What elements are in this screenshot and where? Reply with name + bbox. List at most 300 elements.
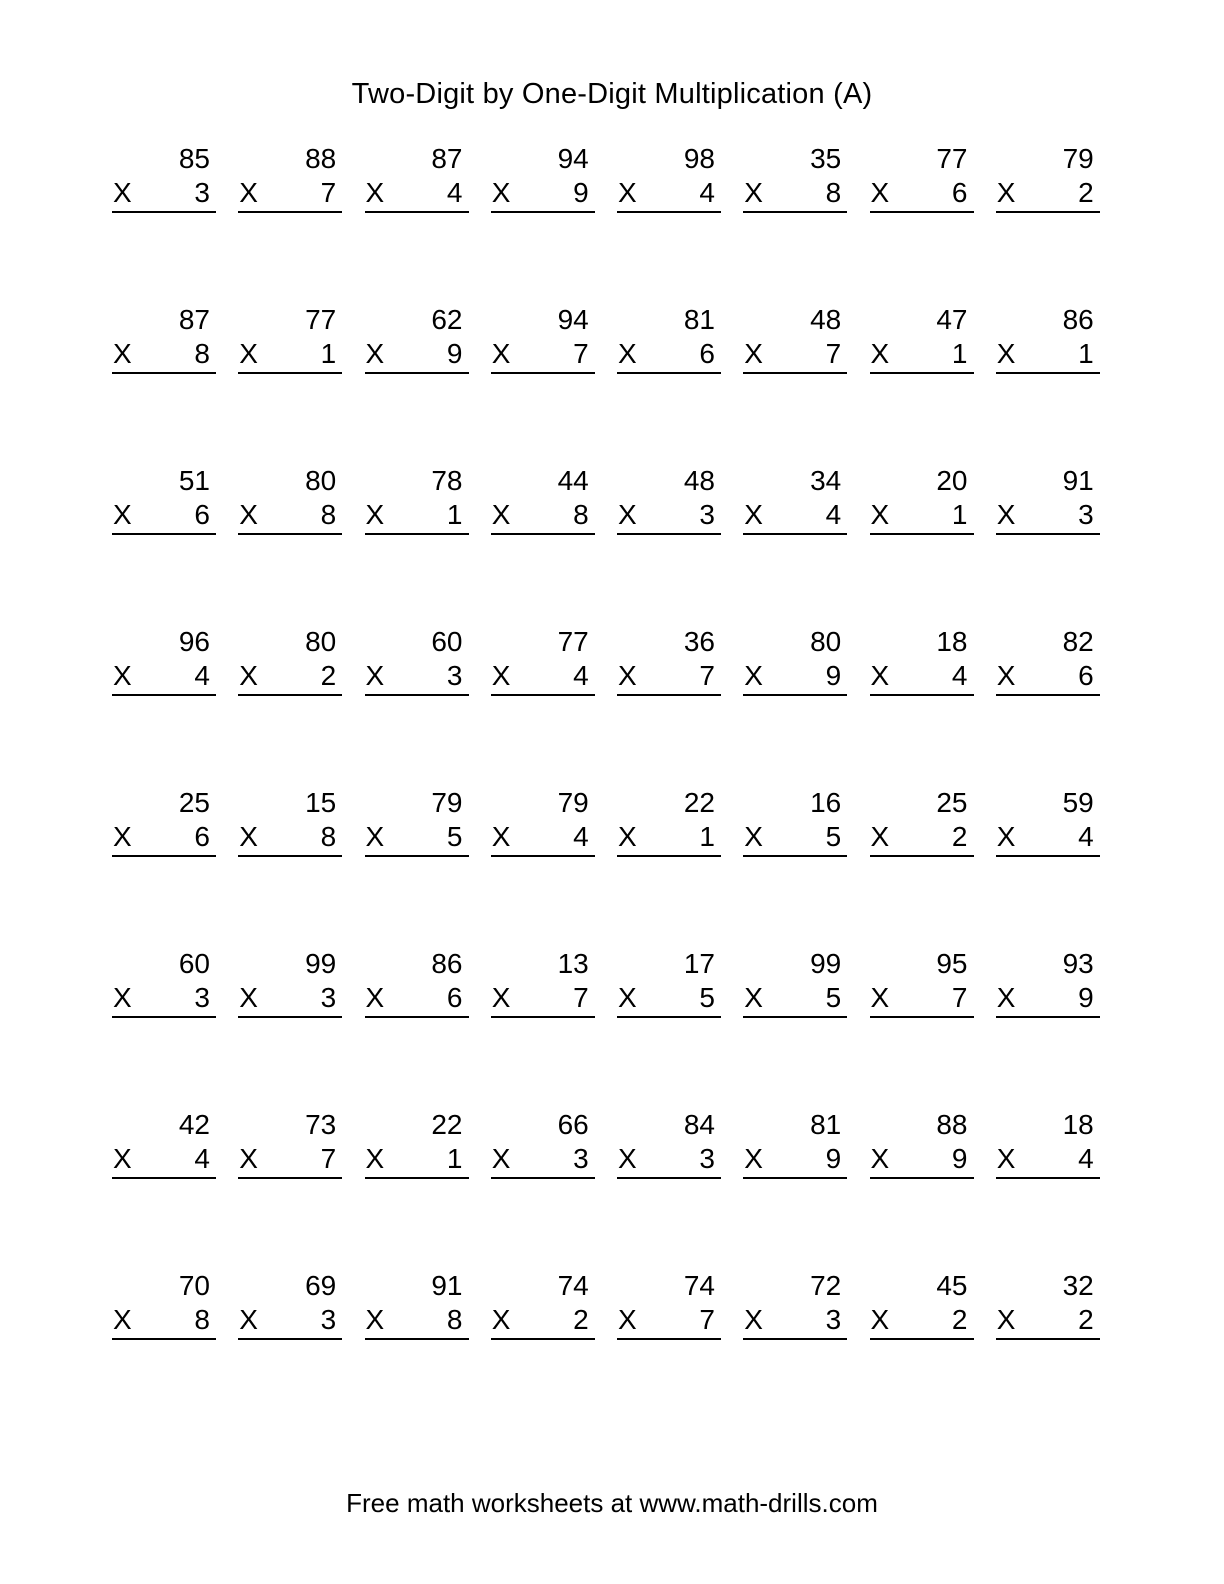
multiplier-line: [617, 820, 721, 857]
multiplier: 7: [699, 1304, 715, 1335]
multiplier-line: [870, 1303, 974, 1340]
multiplicand: 98: [683, 143, 715, 174]
multiplier: 9: [951, 1143, 968, 1174]
multiplicand: 87: [431, 143, 463, 174]
multiplier-line: [491, 1303, 595, 1340]
problem-row: [104, 1269, 1114, 1430]
problem-cell: [735, 625, 861, 786]
problem-cell: [104, 1108, 230, 1269]
multiplier-line: [238, 981, 342, 1018]
problem-cell: [104, 464, 230, 625]
multiplier-line: [996, 981, 1100, 1018]
problem: [617, 464, 721, 535]
multiplicand: 59: [1062, 787, 1094, 818]
multiplier-line: [365, 820, 469, 857]
problem-cell: [357, 303, 483, 464]
problem: [617, 625, 721, 696]
multiplier: 8: [320, 821, 337, 852]
problem: [238, 1269, 342, 1340]
problem: [617, 947, 721, 1018]
problem: [617, 1108, 721, 1179]
multiplication-operator: X: [491, 982, 511, 1013]
multiplier-line: [112, 498, 216, 535]
multiplicand: 77: [936, 143, 968, 174]
multiplier-line: [112, 1303, 216, 1340]
problem-cell: [483, 464, 609, 625]
multiplication-operator: X: [239, 1143, 258, 1174]
multiplication-operator: X: [744, 338, 763, 369]
problem-row: [104, 303, 1114, 464]
multiplication-operator: X: [491, 338, 511, 369]
multiplication-operator: X: [744, 499, 763, 530]
problem: [996, 786, 1100, 857]
multiplicand: 87: [178, 304, 210, 335]
multiplier-line: [743, 1303, 847, 1340]
multiplier: 9: [446, 338, 463, 369]
multiplier: 6: [194, 821, 210, 852]
problem: [743, 303, 847, 374]
multiplicand: 88: [936, 1109, 968, 1140]
multiplicand: 78: [431, 465, 463, 496]
problem: [491, 786, 595, 857]
multiplier: 6: [951, 177, 968, 208]
multiplier: 6: [446, 982, 463, 1013]
problem-cell: [609, 464, 735, 625]
problem-cell: [862, 1269, 988, 1430]
multiplication-operator: X: [365, 338, 385, 369]
multiplier: 7: [573, 338, 589, 369]
problem-cell: [357, 625, 483, 786]
problem-cell: [988, 303, 1114, 464]
multiplier: 9: [825, 1143, 842, 1174]
multiplication-operator: X: [996, 660, 1016, 691]
multiplier-line: [365, 498, 469, 535]
multiplicand: 48: [810, 304, 842, 335]
multiplier: 9: [1078, 982, 1094, 1013]
multiplier: 2: [1078, 1304, 1094, 1335]
problem-cell: [483, 947, 609, 1108]
multiplicand: 32: [1062, 1270, 1094, 1301]
multiplication-operator: X: [239, 1304, 258, 1335]
multiplier: 8: [825, 177, 842, 208]
problem: [365, 464, 469, 535]
problem: [743, 1108, 847, 1179]
multiplicand: 13: [557, 948, 589, 979]
problem-cell: [988, 1269, 1114, 1430]
multiplier-line: [870, 337, 974, 374]
problem-cell: [483, 142, 609, 303]
multiplicand: 70: [178, 1270, 210, 1301]
problem-row: [104, 625, 1114, 786]
problem-cell: [735, 1108, 861, 1269]
problem-cell: [609, 625, 735, 786]
problem-cell: [230, 1108, 356, 1269]
problem-cell: [862, 1108, 988, 1269]
problem-cell: [104, 786, 230, 947]
multiplication-operator: X: [618, 338, 637, 369]
multiplication-operator: X: [618, 1304, 637, 1335]
multiplier-line: [365, 659, 469, 696]
problem: [112, 1108, 216, 1179]
problem-cell: [104, 142, 230, 303]
multiplier: 4: [446, 177, 463, 208]
multiplier: 5: [825, 821, 842, 852]
multiplication-operator: X: [491, 177, 511, 208]
multiplier: 4: [573, 660, 589, 691]
multiplication-operator: X: [113, 1143, 132, 1174]
multiplication-operator: X: [239, 338, 258, 369]
problem: [870, 947, 974, 1018]
problem: [491, 1269, 595, 1340]
multiplication-operator: X: [996, 982, 1016, 1013]
multiplier: 2: [320, 660, 337, 691]
problem-row: [104, 142, 1114, 303]
multiplier-line: [870, 176, 974, 213]
problem: [365, 142, 469, 213]
multiplication-operator: X: [113, 499, 132, 530]
problem: [491, 947, 595, 1018]
multiplier: 3: [825, 1304, 842, 1335]
multiplicand: 84: [683, 1109, 715, 1140]
multiplier-line: [238, 1303, 342, 1340]
multiplier: 7: [573, 982, 589, 1013]
multiplicand: 82: [1062, 626, 1094, 657]
problem: [870, 625, 974, 696]
multiplier: 3: [194, 177, 210, 208]
multiplication-operator: X: [113, 1304, 132, 1335]
problem: [870, 303, 974, 374]
multiplication-operator: X: [996, 821, 1016, 852]
multiplicand: 72: [810, 1270, 842, 1301]
multiplication-operator: X: [618, 1143, 637, 1174]
problem: [238, 303, 342, 374]
multiplier-line: [491, 1142, 595, 1179]
problem-grid: [104, 142, 1114, 1430]
multiplier: 4: [699, 177, 715, 208]
multiplier-line: [870, 1142, 974, 1179]
multiplicand: 36: [683, 626, 715, 657]
multiplicand: 77: [305, 304, 337, 335]
multiplicand: 79: [431, 787, 463, 818]
multiplicand: 60: [178, 948, 210, 979]
multiplication-operator: X: [870, 1304, 890, 1335]
problem: [617, 303, 721, 374]
problem-cell: [735, 464, 861, 625]
multiplier-line: [743, 981, 847, 1018]
multiplier: 6: [699, 338, 715, 369]
problem-cell: [988, 947, 1114, 1108]
problem-cell: [609, 786, 735, 947]
problem: [870, 464, 974, 535]
multiplier: 8: [446, 1304, 463, 1335]
problem: [491, 625, 595, 696]
multiplicand: 99: [305, 948, 337, 979]
multiplier-line: [491, 337, 595, 374]
problem-cell: [357, 1108, 483, 1269]
multiplicand: 88: [305, 143, 337, 174]
problem: [365, 786, 469, 857]
multiplier-line: [996, 659, 1100, 696]
multiplier-line: [743, 659, 847, 696]
problem: [491, 1108, 595, 1179]
multiplicand: 93: [1062, 948, 1094, 979]
multiplicand: 96: [178, 626, 210, 657]
problem: [996, 1108, 1100, 1179]
multiplication-operator: X: [744, 1143, 763, 1174]
multiplication-operator: X: [113, 660, 132, 691]
problem-cell: [735, 303, 861, 464]
multiplier: 3: [699, 499, 715, 530]
multiplier-line: [112, 337, 216, 374]
problem: [238, 786, 342, 857]
multiplier: 4: [194, 1143, 210, 1174]
multiplier: 6: [1078, 660, 1094, 691]
problem-cell: [104, 303, 230, 464]
problem-cell: [104, 947, 230, 1108]
multiplier-line: [996, 498, 1100, 535]
multiplicand: 16: [810, 787, 842, 818]
multiplication-operator: X: [996, 499, 1016, 530]
problem: [743, 947, 847, 1018]
multiplier: 7: [699, 660, 715, 691]
problem-cell: [609, 303, 735, 464]
multiplication-operator: X: [491, 821, 511, 852]
multiplicand: 20: [936, 465, 968, 496]
multiplier-line: [112, 1142, 216, 1179]
multiplication-operator: X: [996, 1304, 1016, 1335]
multiplication-operator: X: [365, 1304, 385, 1335]
problem-cell: [230, 464, 356, 625]
multiplier-line: [870, 498, 974, 535]
problem: [112, 1269, 216, 1340]
multiplicand: 80: [810, 626, 842, 657]
multiplicand: 18: [936, 626, 968, 657]
multiplicand: 34: [810, 465, 842, 496]
multiplicand: 86: [1062, 304, 1094, 335]
multiplication-operator: X: [113, 982, 132, 1013]
multiplier: 5: [825, 982, 842, 1013]
multiplier: 9: [825, 660, 842, 691]
multiplier-line: [238, 1142, 342, 1179]
problem: [491, 142, 595, 213]
multiplication-operator: X: [744, 1304, 763, 1335]
multiplicand: 22: [683, 787, 715, 818]
multiplicand: 48: [683, 465, 715, 496]
multiplication-operator: X: [618, 660, 637, 691]
multiplicand: 62: [431, 304, 463, 335]
multiplication-operator: X: [113, 338, 132, 369]
multiplier-line: [617, 498, 721, 535]
multiplication-operator: X: [744, 660, 763, 691]
multiplier-line: [743, 176, 847, 213]
multiplicand: 17: [683, 948, 715, 979]
multiplier-line: [238, 820, 342, 857]
multiplication-operator: X: [870, 821, 890, 852]
multiplier-line: [996, 176, 1100, 213]
multiplier: 7: [320, 177, 337, 208]
multiplication-operator: X: [744, 982, 763, 1013]
multiplication-operator: X: [996, 338, 1016, 369]
multiplicand: 86: [431, 948, 463, 979]
multiplication-operator: X: [870, 1143, 890, 1174]
multiplicand: 18: [1062, 1109, 1094, 1140]
multiplicand: 74: [683, 1270, 715, 1301]
problem: [617, 1269, 721, 1340]
multiplier-line: [238, 498, 342, 535]
multiplication-operator: X: [239, 821, 258, 852]
problem-cell: [735, 142, 861, 303]
problem-cell: [735, 1269, 861, 1430]
multiplier-line: [617, 981, 721, 1018]
multiplication-operator: X: [996, 1143, 1016, 1174]
multiplier: 3: [1078, 499, 1094, 530]
problem: [996, 947, 1100, 1018]
multiplier-line: [365, 1142, 469, 1179]
multiplier: 1: [446, 499, 463, 530]
page-title: Two-Digit by One-Digit Multiplication (A): [351, 78, 873, 110]
multiplication-operator: X: [618, 177, 637, 208]
multiplier-line: [365, 176, 469, 213]
multiplication-operator: X: [491, 660, 511, 691]
multiplication-operator: X: [365, 499, 385, 530]
multiplication-operator: X: [870, 177, 890, 208]
multiplicand: 85: [178, 143, 210, 174]
problem-cell: [104, 625, 230, 786]
problem-cell: [483, 1269, 609, 1430]
multiplication-operator: X: [870, 499, 890, 530]
problem-cell: [230, 786, 356, 947]
problem: [743, 1269, 847, 1340]
multiplier-line: [112, 981, 216, 1018]
multiplication-operator: X: [365, 821, 385, 852]
problem-cell: [357, 142, 483, 303]
multiplier-line: [238, 176, 342, 213]
multiplicand: 22: [431, 1109, 463, 1140]
multiplicand: 91: [1062, 465, 1094, 496]
multiplier: 1: [699, 821, 715, 852]
problem-row: [104, 1108, 1114, 1269]
multiplier: 1: [446, 1143, 463, 1174]
multiplier-line: [617, 659, 721, 696]
problem: [365, 303, 469, 374]
multiplication-operator: X: [618, 499, 637, 530]
multiplicand: 81: [810, 1109, 842, 1140]
multiplier-line: [491, 981, 595, 1018]
problem-cell: [230, 142, 356, 303]
problem-cell: [483, 625, 609, 786]
problem: [238, 1108, 342, 1179]
problem: [238, 947, 342, 1018]
multiplication-operator: X: [870, 982, 890, 1013]
problem: [491, 464, 595, 535]
multiplicand: 79: [1062, 143, 1094, 174]
multiplier: 1: [1078, 338, 1094, 369]
problem-cell: [862, 303, 988, 464]
multiplicand: 73: [305, 1109, 337, 1140]
problem: [112, 142, 216, 213]
multiplier-line: [743, 820, 847, 857]
multiplier: 1: [951, 499, 968, 530]
multiplier-line: [491, 176, 595, 213]
multiplier: 8: [194, 1304, 210, 1335]
multiplicand: 80: [305, 465, 337, 496]
multiplier: 2: [573, 1304, 589, 1335]
multiplication-operator: X: [744, 821, 763, 852]
multiplier-line: [996, 1303, 1100, 1340]
problem-row: [104, 786, 1114, 947]
problem-cell: [988, 786, 1114, 947]
multiplication-operator: X: [239, 982, 258, 1013]
multiplier-line: [238, 337, 342, 374]
problem: [365, 1269, 469, 1340]
problem: [112, 786, 216, 857]
problem-cell: [104, 1269, 230, 1430]
multiplication-operator: X: [113, 177, 132, 208]
multiplier: 5: [699, 982, 715, 1013]
problem-cell: [483, 786, 609, 947]
multiplicand: 80: [305, 626, 337, 657]
problem: [112, 947, 216, 1018]
problem: [996, 303, 1100, 374]
multiplicand: 25: [178, 787, 210, 818]
multiplication-operator: X: [365, 177, 385, 208]
multiplicand: 42: [178, 1109, 210, 1140]
multiplier-line: [870, 981, 974, 1018]
problem-cell: [357, 1269, 483, 1430]
multiplier: 4: [573, 821, 589, 852]
problem: [365, 947, 469, 1018]
problem-cell: [230, 625, 356, 786]
multiplier-line: [491, 820, 595, 857]
multiplicand: 60: [431, 626, 463, 657]
multiplier: 4: [1078, 1143, 1094, 1174]
problem: [617, 142, 721, 213]
problem-cell: [988, 464, 1114, 625]
multiplicand: 74: [557, 1270, 589, 1301]
problem: [743, 786, 847, 857]
multiplicand: 77: [557, 626, 589, 657]
problem: [870, 786, 974, 857]
multiplier-line: [491, 659, 595, 696]
problem-cell: [230, 303, 356, 464]
multiplier: 9: [573, 177, 589, 208]
problem: [365, 1108, 469, 1179]
problem: [491, 303, 595, 374]
multiplicand: 79: [557, 787, 589, 818]
multiplier: 8: [320, 499, 337, 530]
multiplication-operator: X: [365, 660, 385, 691]
problem: [238, 464, 342, 535]
problem-cell: [735, 947, 861, 1108]
multiplier: 7: [951, 982, 968, 1013]
multiplier: 4: [1078, 821, 1094, 852]
multiplier: 2: [951, 821, 968, 852]
problem-cell: [357, 786, 483, 947]
problem: [743, 142, 847, 213]
multiplicand: 25: [936, 787, 968, 818]
multiplier: 1: [951, 338, 968, 369]
problem: [870, 142, 974, 213]
problem-row: [104, 947, 1114, 1108]
problem: [996, 464, 1100, 535]
multiplier-line: [743, 1142, 847, 1179]
problem: [743, 625, 847, 696]
problem: [996, 1269, 1100, 1340]
problem-cell: [609, 947, 735, 1108]
problem: [617, 786, 721, 857]
multiplier: 6: [194, 499, 210, 530]
multiplier-line: [996, 337, 1100, 374]
